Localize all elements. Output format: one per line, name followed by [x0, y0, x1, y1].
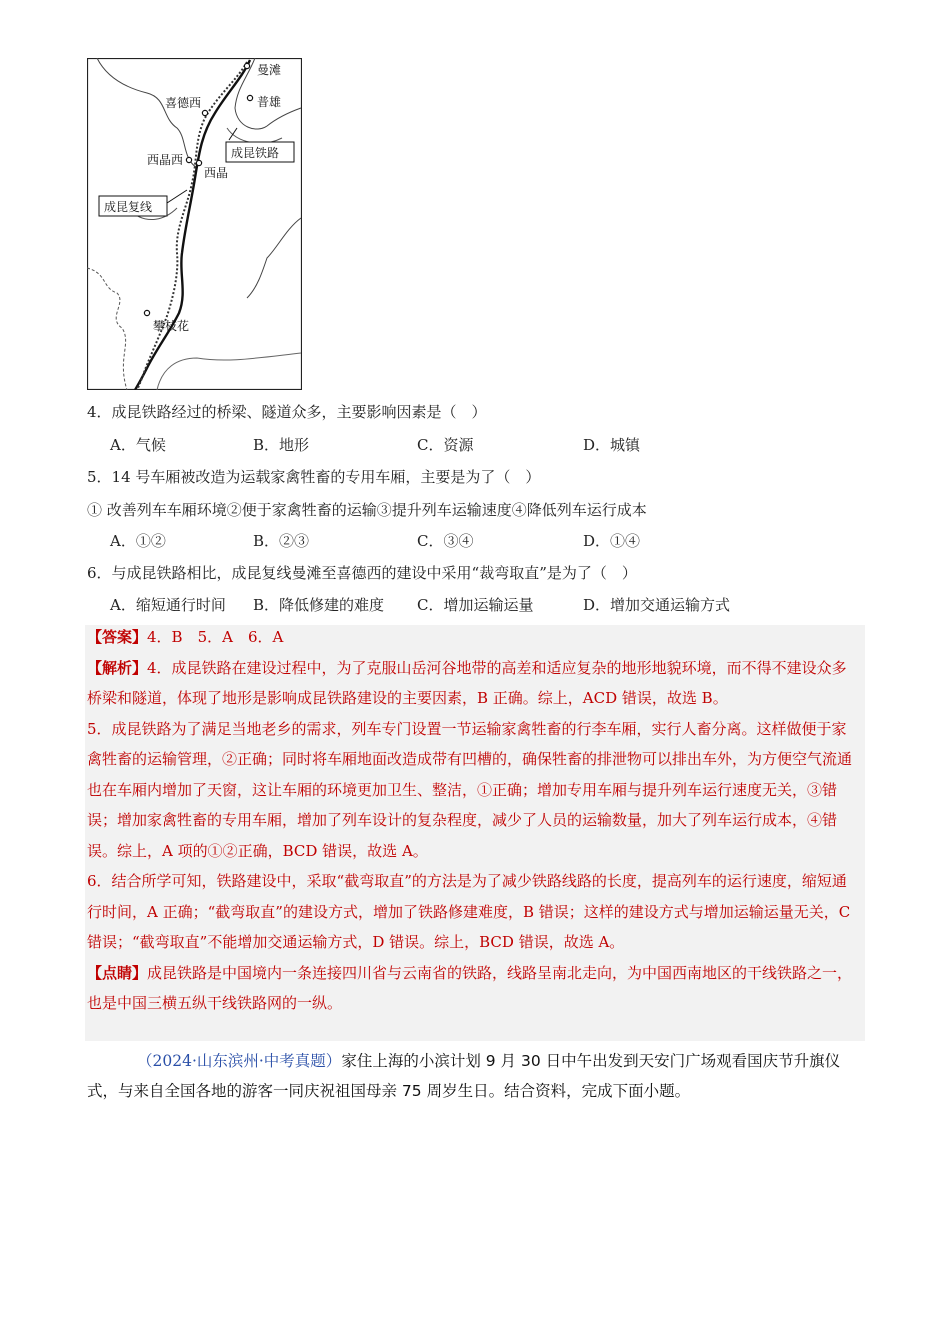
q5-option-d: D．①④ — [583, 532, 641, 550]
analysis-4-text: 4．成昆铁路在建设过程中，为了克服山岳河谷地带的高差和适应复杂的地形地貌环境，而不得不建设众多桥梁和隧道，体现了地形是影响成昆铁路建设的主要因素，B 正确。综上，ACD 错误，故选 B。 — [87, 658, 847, 707]
analysis-tag: 【解析】 — [87, 658, 148, 677]
map-label-xidexi: 喜德西 — [165, 96, 202, 110]
comment — [87, 958, 859, 1019]
map-label-xichang: 西晶 — [204, 166, 229, 180]
answer-tag: 【答案】 — [87, 628, 148, 646]
map-label-panzhihua: 攀枝花 — [153, 319, 190, 333]
question-source: （2024·山东滨州·中考真题） — [137, 1052, 342, 1070]
map-label-xichangxi: 西晶西 — [147, 153, 184, 167]
map-label-chengkun-double: 成昆复线 — [104, 200, 153, 214]
comment-text: 成昆铁路是中国境内一条连接四川省与云南省的铁路，线路呈南北走向，为中国西南地区的干线铁路之一，也是中国三横五纵干线铁路网的一纵。 — [87, 963, 853, 1012]
q5-option-c: C．③④ — [417, 532, 474, 550]
map-label-puxiong: 普雄 — [257, 95, 282, 109]
q5-option-b: B．②③ — [253, 532, 310, 550]
answer-analysis — [87, 622, 859, 1019]
comment-tag: 【点睛】 — [87, 963, 148, 982]
analysis-5: 5．成昆铁路为了满足当地老乡的需求，列车专门设置一节运输家禽牲畜的行李车厢，实行人畜分离。这样做便于家禽牲畜的运输管理，②正确；同时将车厢地面改造成带有凹槽的，确保牲畜的排泄物可以排出车外，为方便空气流通也在车厢内增加了天窗，这让车厢的环境更加卫生、整洁，①正确；增加专用车厢与提升列车运行速度无关，③错误；增加家禽牲畜的专用车厢，增加了列车设计的复杂程度，减少了人员的运输数量，加大了列车运行成本，④错误。综上，A 项的①②正确，BCD 错误，故选 A。 — [87, 719, 853, 860]
question-5-options — [110, 530, 640, 552]
question-6-options — [110, 594, 730, 616]
question-4-options — [110, 434, 640, 456]
q4-option-d: D．城镇 — [583, 436, 641, 454]
answer-line — [87, 622, 859, 653]
q4-option-b: B．地形 — [253, 436, 310, 454]
q6-option-d: D．增加交通运输方式 — [583, 596, 731, 614]
q4-option-c: C．资源 — [417, 436, 474, 454]
railway-map — [87, 58, 302, 390]
question-5-items: ① 改善列车车厢环境②便于家禽牲畜的运输③提升列车运输速度④降低列车运行成本 — [87, 501, 647, 519]
question-6-stem: 6．与成昆铁路相比，成昆复线曼滩至喜德西的建设中采用“裁弯取直”是为了（ ） — [87, 564, 637, 582]
map-label-chengkun-railway: 成昆铁路 — [231, 146, 280, 160]
q6-option-c: C．增加运输运量 — [417, 596, 534, 614]
q6-option-a: A．缩短通行时间 — [110, 596, 226, 614]
question-5-stem: 5．14 号车厢被改造为运载家禽牲畜的专用车厢，主要是为了（ ） — [87, 468, 541, 486]
answer-text: 4．B 5．A 6．A — [147, 628, 284, 646]
q5-option-a: A．①② — [110, 532, 166, 550]
question-4-stem: 4．成昆铁路经过的桥梁、隧道众多，主要影响因素是（ ） — [87, 403, 487, 421]
q6-option-b: B．降低修建的难度 — [253, 596, 385, 614]
map-label-manwan: 曼滩 — [257, 63, 282, 77]
next-question-text: 家住上海的小滨计划 9 月 30 日中午出发到天安门广场观看国庆节升旗仪式，与来自全国各地的游客一同庆祝祖国母亲 75 周岁生日。结合资料，完成下面小题。 — [87, 1052, 841, 1100]
analysis-6: 6．结合所学可知，铁路建设中，采取“截弯取直”的方法是为了减少铁路线路的长度，提高列车的运行速度，缩短通行时间，A 正确；“截弯取直”的建设方式，增加了铁路修建难度，B 错误；这样的建设方式与增加运输运量无关，C 错误；“截弯取直”不能增加交通运输方式，D 错误。综上，BCD 错误，故选 A。 — [87, 872, 851, 951]
analysis-4 — [87, 653, 859, 714]
q4-option-a: A．气候 — [110, 436, 166, 454]
next-question-intro — [87, 1046, 862, 1106]
